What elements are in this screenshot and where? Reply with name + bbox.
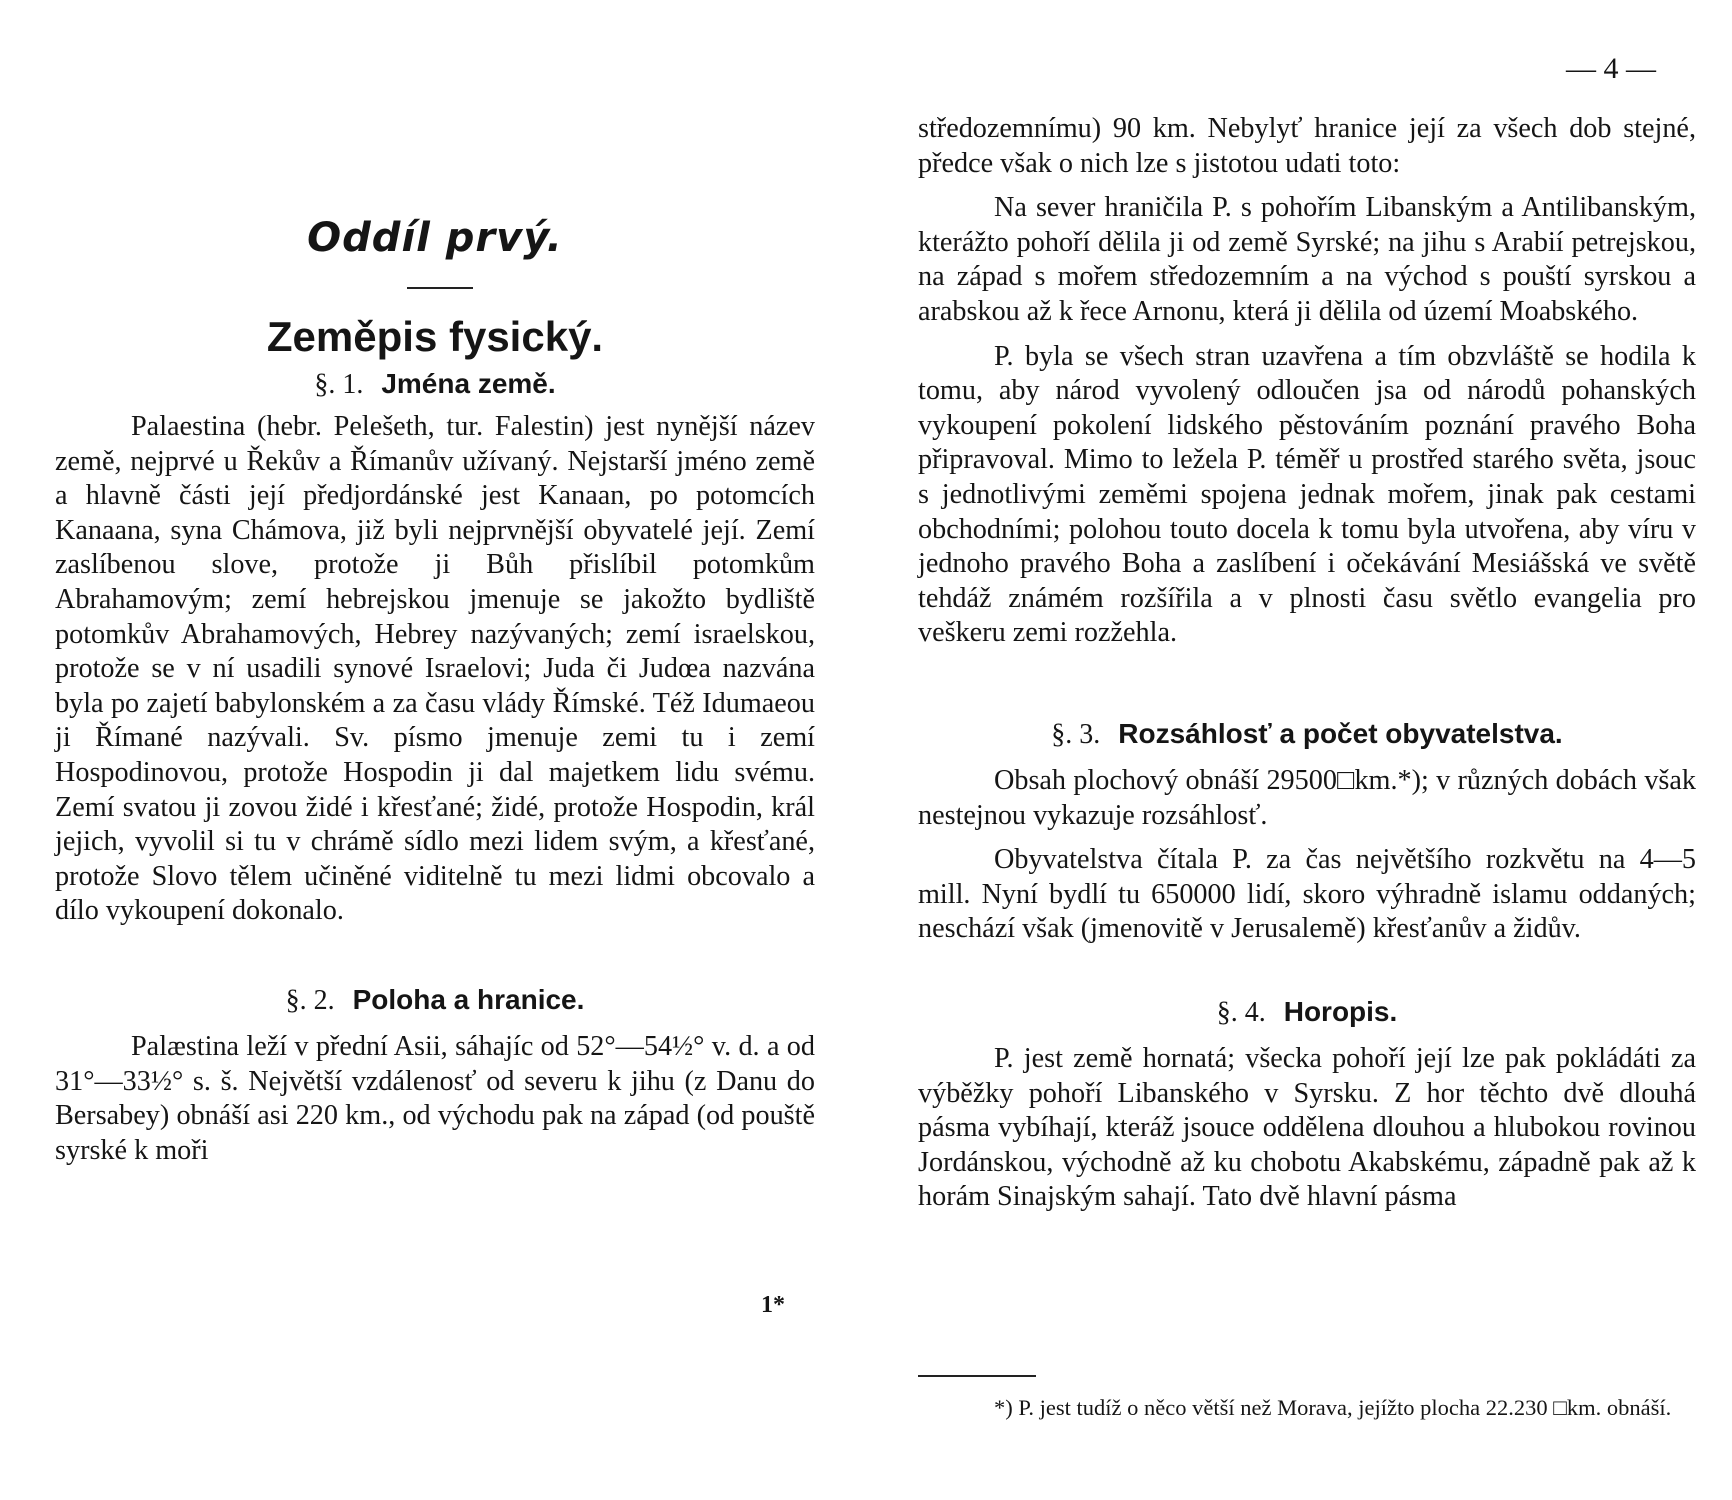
footnote: *) P. jest tudíž o něco větší než Morava, jejížto plocha 22.230 □km. obnáší.: [994, 1395, 1672, 1420]
title-divider: [407, 287, 473, 289]
right-page-body-top: [918, 112, 1696, 651]
part-title: Oddíl prvý.: [307, 215, 563, 261]
section-4-heading: [918, 996, 1696, 1029]
section-3-paragraph-1: Obsah plochový obnáší 29500□km.*); v různých dobách však nestejnou vykazuje rozsáhlosť.: [918, 765, 1696, 831]
section-1-text: Palaestina (hebr. Pelešeth, tur. Falestin) jest nynější název země, nejprvé u Řekův a Římanův užívaný. Nejstarší jméno země a hlavně části její předjordánské jest Kanaan, po potomcích Kanaana, syna Chámova, již byli nejprvnější obyvatelé její. Zemí zaslíbenou slove, protože ji Bůh přislíbil potomkům Abrahamovým; zemí hebrejskou jmenuje se jakožto bydliště potomkův Abrahamových, Hebrey nazývaných; zemí israelskou, protože se v ní usadili synové Israelovi; Juda či Judœa nazvána byla po zajetí babylonském a za času vlády Římské. Též Idumaeou ji Římané nazývali. Sv. písmo jmenuje zemi tu i zemí Hospodinovou, protože Hospodin ji dal majetkem lidu svému. Zemí svatou ji zovou židé i křesťané; židé, protože Hospodin, král jejich, vyvolil si tu v chrámě sídlo mezi lidem svým, a křesťané, protože Slovo tělem učiněné viditelně tu mezi lidmi obcovalo a dílo vykoupení dokonalo.: [55, 411, 815, 927]
section-4-title: Horopis.: [1283, 996, 1398, 1027]
closed-land-paragraph: P. byla se všech stran uzavřena a tím obzvláště se hodila k tomu, aby národ vyvolený odloučen jsa od národů pohanských vykoupení pokolení lidského pěstováním poznání pravého Boha připravoval. Mimo to ležela P. téměř u prostřed starého světa, jsouc s jednotlivými zeměmi spojena jednak mořem, jinak pak cestami obchodními; polohou touto docela k tomu byla utvořena, aby víru v jednoho pravého Boha a zaslíbení i očekávání Mesiášská ve světě tehdáž známém rozšířila a v plnosti času světlo evangelia pro veškeru zemi rozžehla.: [918, 340, 1696, 649]
footnote-rule: [918, 1375, 1036, 1377]
section-1-title: Jména země.: [381, 368, 556, 399]
section-4-body: [918, 1042, 1696, 1215]
section-1-body: [55, 410, 815, 929]
borders-paragraph: Na sever hraničila P. s pohořím Libanským a Antilibanským, kterážto pohoří dělila ji od země Syrské; na jihu s Arabií petrejskou, na západ s mořem středozemním a na východ s pouští syrskou a arabskou až k řece Arnonu, která ji dělila od území Moabského.: [918, 192, 1696, 327]
section-3-heading: [918, 718, 1696, 751]
chapter-title: Zeměpis fysický.: [266, 313, 604, 360]
section-2-body: [55, 1030, 815, 1168]
section-2-number: §. 2.: [285, 985, 335, 1016]
section-3-body: [918, 764, 1696, 947]
section-1-number: §. 1.: [314, 369, 364, 400]
section-3-number: §. 3.: [1051, 719, 1101, 750]
page-number: — 4 —: [1566, 52, 1656, 85]
section-1-heading: [55, 368, 815, 401]
continuation-text: středozemnímu) 90 km. Nebylyť hranice její za všech dob stejné, předce však o nich lze s jistotou udati toto:: [918, 113, 1696, 179]
section-3-paragraph-2: Obyvatelstva čítala P. za čas největšího rozkvětu na 4—5 mill. Nyní bydlí tu 650000 lidí, skoro výhradně islamu oddaných; neschází však (jmenovitě v Jerusalemě) křesťanův a židův.: [918, 844, 1696, 945]
section-3-title: Rozsáhlosť a počet obyvatelstva.: [1118, 718, 1563, 749]
section-2-title: Poloha a hranice.: [352, 984, 585, 1015]
section-2-text: Palæstina leží v přední Asii, sáhajíc od 52°—54½° v. d. a od 31°—33½° s. š. Největší vzdálenosť od severu k jihu (z Danu do Bersabey) obnáší asi 220 km., od východu pak na západ (od pouště syrské k moři: [55, 1031, 815, 1166]
signature-mark: 1*: [761, 1292, 785, 1318]
section-2-heading: [55, 984, 815, 1017]
section-4-text: P. jest země hornatá; všecka pohoří její lze pak pokládáti za výběžky pohoří Libanského v Syrsku. Z hor těchto dvě dlouhá pásma vybíhají, kteráž jsouce oddělena dlouhou a hlubokou rovinou Jordánskou, východně až ku chobotu Akabskému, západně pak až k horám Sinajským sahají. Tato dvě hlavní pásma: [918, 1043, 1696, 1213]
section-4-number: §. 4.: [1216, 997, 1266, 1028]
